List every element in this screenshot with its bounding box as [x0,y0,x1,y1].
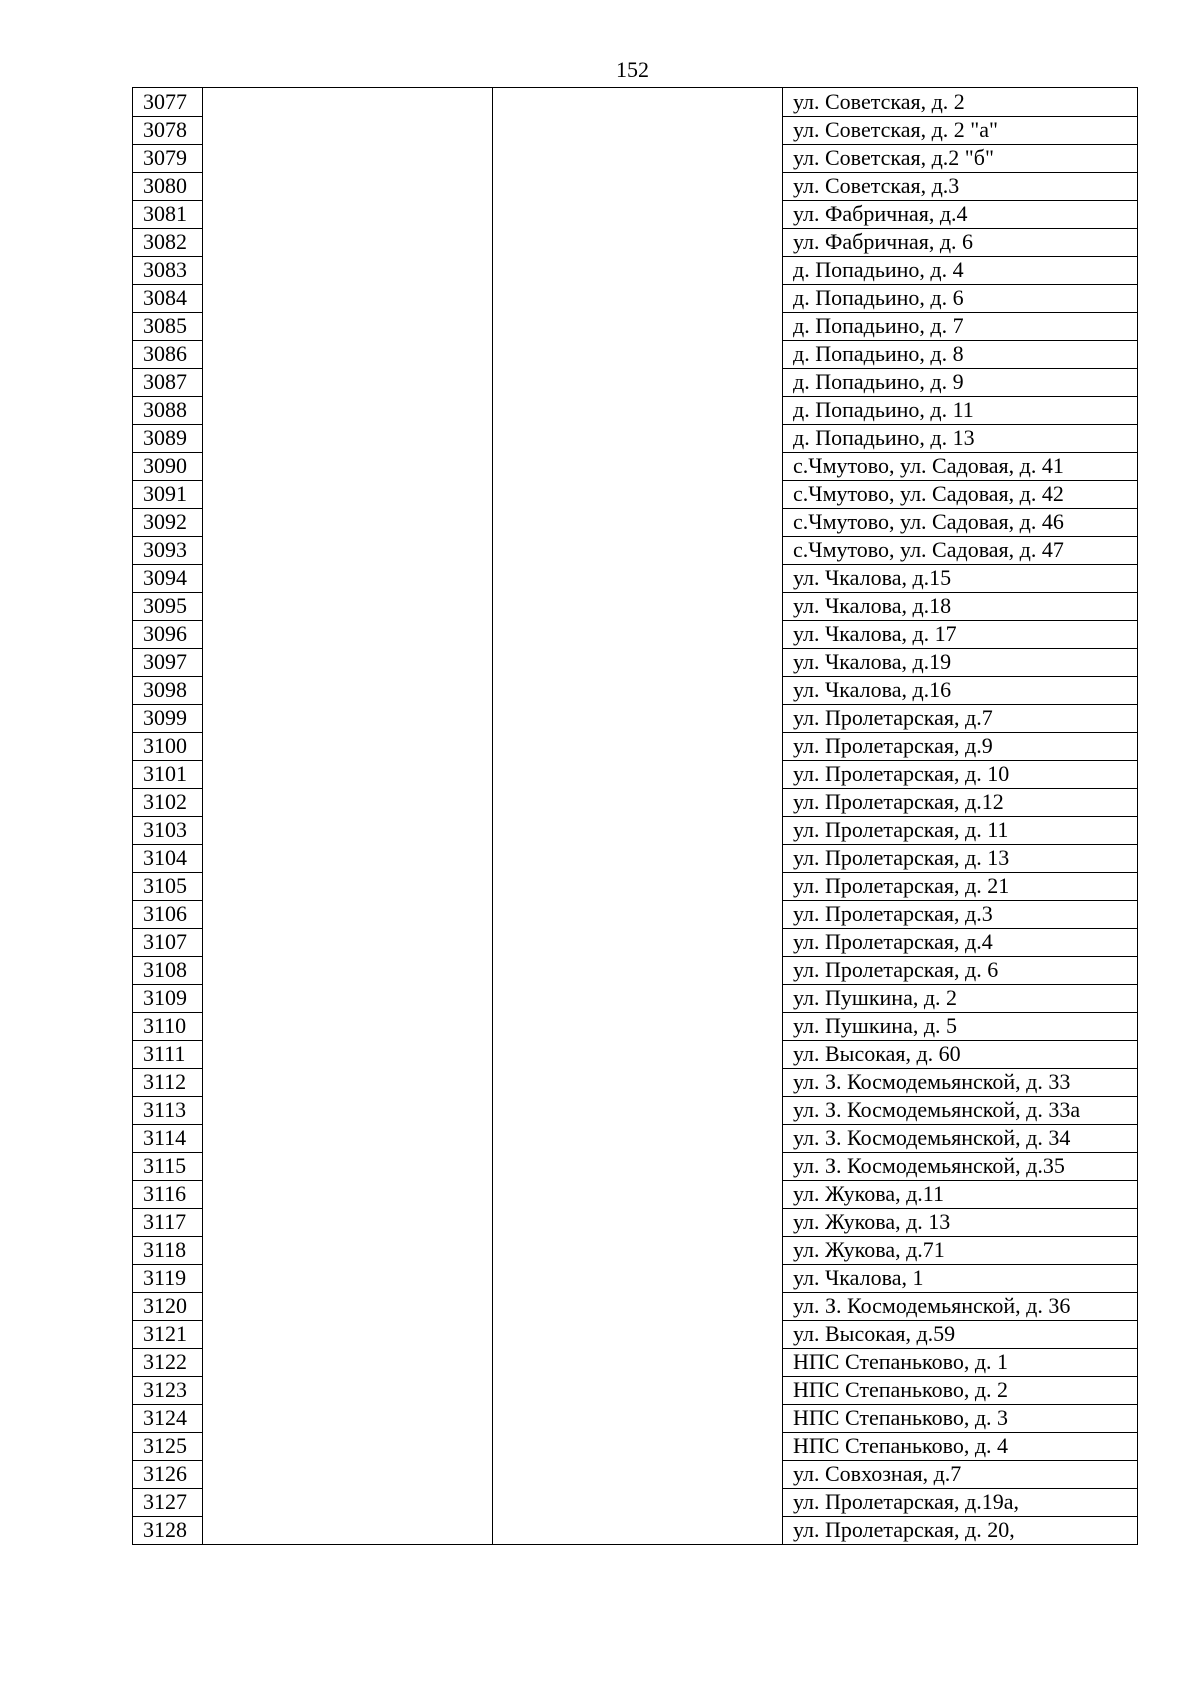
row-number-cell: 3125 [133,1432,203,1460]
empty-cell [203,1068,493,1096]
row-number-cell: 3118 [133,1236,203,1264]
table-row [133,1488,1138,1516]
table-body [133,88,1138,1545]
row-number-cell: 3094 [133,564,203,592]
empty-cell [203,676,493,704]
row-number-cell: 3081 [133,200,203,228]
empty-cell [203,564,493,592]
table-row [133,1432,1138,1460]
address-cell: ул. Чкалова, 1 [783,1264,1138,1292]
empty-cell [203,1376,493,1404]
empty-cell [203,508,493,536]
row-number-cell: 3124 [133,1404,203,1432]
empty-cell [203,144,493,172]
empty-cell [493,256,783,284]
empty-cell [493,1264,783,1292]
row-number-cell: 3099 [133,704,203,732]
empty-cell [203,200,493,228]
empty-cell [203,592,493,620]
row-number-cell: 3122 [133,1348,203,1376]
empty-cell [493,760,783,788]
empty-cell [493,732,783,760]
address-cell: с.Чмутово, ул. Садовая, д. 46 [783,508,1138,536]
empty-cell [493,144,783,172]
table-row [133,284,1138,312]
row-number-cell: 3096 [133,620,203,648]
empty-cell [203,284,493,312]
row-number-cell: 3089 [133,424,203,452]
table-row [133,648,1138,676]
address-cell: ул. З. Космодемьянской, д. 34 [783,1124,1138,1152]
empty-cell [203,816,493,844]
empty-cell [203,116,493,144]
empty-cell [203,620,493,648]
address-cell: ул. Советская, д. 2 [783,88,1138,117]
empty-cell [203,396,493,424]
address-cell: с.Чмутово, ул. Садовая, д. 47 [783,536,1138,564]
address-cell: д. Попадьино, д. 8 [783,340,1138,368]
empty-cell [493,900,783,928]
table-row [133,1460,1138,1488]
row-number-cell: 3092 [133,508,203,536]
table-row [133,1376,1138,1404]
table-row [133,200,1138,228]
empty-cell [493,480,783,508]
row-number-cell: 3104 [133,844,203,872]
row-number-cell: 3093 [133,536,203,564]
table-row [133,1040,1138,1068]
table-row [133,704,1138,732]
empty-cell [493,928,783,956]
empty-cell [493,340,783,368]
empty-cell [203,312,493,340]
empty-cell [493,1180,783,1208]
empty-cell [203,872,493,900]
table-row [133,1124,1138,1152]
empty-cell [493,816,783,844]
address-cell: д. Попадьино, д. 7 [783,312,1138,340]
address-cell: ул. Фабричная, д.4 [783,200,1138,228]
row-number-cell: 3102 [133,788,203,816]
address-cell: ул. Чкалова, д. 17 [783,620,1138,648]
address-cell: ул. Жукова, д. 13 [783,1208,1138,1236]
address-cell: ул. Советская, д. 2 "а" [783,116,1138,144]
row-number-cell: 3095 [133,592,203,620]
address-cell: ул. Советская, д.3 [783,172,1138,200]
address-cell: ул. Пролетарская, д. 20, [783,1516,1138,1545]
table-row [133,508,1138,536]
table-row [133,1152,1138,1180]
empty-cell [203,1264,493,1292]
address-cell: д. Попадьино, д. 9 [783,368,1138,396]
empty-cell [203,1292,493,1320]
empty-cell [203,1152,493,1180]
empty-cell [493,648,783,676]
empty-cell [493,536,783,564]
row-number-cell: 3113 [133,1096,203,1124]
row-number-cell: 3108 [133,956,203,984]
empty-cell [203,984,493,1012]
row-number-cell: 3121 [133,1320,203,1348]
address-cell: ул. Пушкина, д. 5 [783,1012,1138,1040]
address-cell: ул. З. Космодемьянской, д. 33а [783,1096,1138,1124]
empty-cell [493,1096,783,1124]
empty-cell [493,88,783,117]
empty-cell [203,88,493,117]
empty-cell [493,844,783,872]
empty-cell [203,704,493,732]
address-cell: ул. Пролетарская, д.7 [783,704,1138,732]
address-cell: ул. Пролетарская, д. 6 [783,956,1138,984]
table-row [133,1320,1138,1348]
page-number: 152 [616,57,649,82]
row-number-cell: 3110 [133,1012,203,1040]
empty-cell [493,704,783,732]
row-number-cell: 3090 [133,452,203,480]
row-number-cell: 3123 [133,1376,203,1404]
table-row [133,228,1138,256]
empty-cell [203,1040,493,1068]
empty-cell [203,1516,493,1545]
address-table [132,87,1138,1545]
row-number-cell: 3082 [133,228,203,256]
row-number-cell: 3086 [133,340,203,368]
empty-cell [493,1348,783,1376]
table-row [133,1012,1138,1040]
table-row [133,872,1138,900]
empty-cell [203,256,493,284]
row-number-cell: 3109 [133,984,203,1012]
empty-cell [203,956,493,984]
table-row [133,1292,1138,1320]
table-row [133,256,1138,284]
row-number-cell: 3084 [133,284,203,312]
row-number-cell: 3088 [133,396,203,424]
table-row [133,1516,1138,1545]
address-cell: ул. Советская, д.2 "б" [783,144,1138,172]
empty-cell [493,1432,783,1460]
empty-cell [203,368,493,396]
row-number-cell: 3126 [133,1460,203,1488]
table-row [133,1068,1138,1096]
empty-cell [203,1348,493,1376]
row-number-cell: 3128 [133,1516,203,1545]
empty-cell [203,480,493,508]
address-cell: НПС Степаньково, д. 3 [783,1404,1138,1432]
row-number-cell: 3083 [133,256,203,284]
row-number-cell: 3091 [133,480,203,508]
row-number-cell: 3085 [133,312,203,340]
address-cell: ул. Пролетарская, д.3 [783,900,1138,928]
empty-cell [493,1152,783,1180]
empty-cell [203,928,493,956]
table-row [133,144,1138,172]
table-row [133,116,1138,144]
address-cell: ул. Пушкина, д. 2 [783,984,1138,1012]
row-number-cell: 3115 [133,1152,203,1180]
address-cell: ул. Совхозная, д.7 [783,1460,1138,1488]
table-row [133,1264,1138,1292]
empty-cell [203,1012,493,1040]
table-row [133,312,1138,340]
address-cell: ул. Пролетарская, д.4 [783,928,1138,956]
row-number-cell: 3077 [133,88,203,117]
table-row [133,1348,1138,1376]
empty-cell [203,760,493,788]
empty-cell [493,1236,783,1264]
row-number-cell: 3105 [133,872,203,900]
address-cell: ул. Жукова, д.11 [783,1180,1138,1208]
empty-cell [203,424,493,452]
table-row [133,592,1138,620]
row-number-cell: 3112 [133,1068,203,1096]
empty-cell [493,312,783,340]
table-row [133,368,1138,396]
empty-cell [203,732,493,760]
table-row [133,620,1138,648]
address-cell: ул. Пролетарская, д. 11 [783,816,1138,844]
table-row [133,1180,1138,1208]
address-cell: ул. Фабричная, д. 6 [783,228,1138,256]
empty-cell [203,340,493,368]
row-number-cell: 3117 [133,1208,203,1236]
empty-cell [493,116,783,144]
row-number-cell: 3097 [133,648,203,676]
address-cell: НПС Степаньково, д. 4 [783,1432,1138,1460]
row-number-cell: 3107 [133,928,203,956]
address-cell: ул. Чкалова, д.16 [783,676,1138,704]
empty-cell [203,844,493,872]
row-number-cell: 3098 [133,676,203,704]
address-cell: с.Чмутово, ул. Садовая, д. 42 [783,480,1138,508]
row-number-cell: 3079 [133,144,203,172]
table-row [133,564,1138,592]
empty-cell [493,228,783,256]
address-cell: ул. Пролетарская, д. 13 [783,844,1138,872]
empty-cell [493,956,783,984]
empty-cell [203,228,493,256]
empty-cell [493,564,783,592]
table-row [133,788,1138,816]
address-cell: ул. З. Космодемьянской, д. 36 [783,1292,1138,1320]
table-row [133,396,1138,424]
empty-cell [203,452,493,480]
address-cell: ул. Чкалова, д.18 [783,592,1138,620]
empty-cell [493,172,783,200]
table-row [133,88,1138,117]
empty-cell [493,1124,783,1152]
empty-cell [203,1404,493,1432]
address-cell: ул. Пролетарская, д.9 [783,732,1138,760]
table-row [133,340,1138,368]
empty-cell [493,1292,783,1320]
empty-cell [203,1488,493,1516]
empty-cell [493,1376,783,1404]
empty-cell [493,1404,783,1432]
table-row [133,424,1138,452]
table-row [133,816,1138,844]
empty-cell [493,984,783,1012]
address-cell: НПС Степаньково, д. 2 [783,1376,1138,1404]
empty-cell [203,900,493,928]
empty-cell [493,620,783,648]
empty-cell [203,1096,493,1124]
empty-cell [203,1460,493,1488]
empty-cell [203,788,493,816]
empty-cell [203,1432,493,1460]
row-number-cell: 3080 [133,172,203,200]
table-row [133,956,1138,984]
row-number-cell: 3101 [133,760,203,788]
empty-cell [493,424,783,452]
table-row [133,1096,1138,1124]
empty-cell [203,536,493,564]
empty-cell [493,1320,783,1348]
empty-cell [203,1320,493,1348]
table-row [133,676,1138,704]
table-row [133,760,1138,788]
empty-cell [493,396,783,424]
empty-cell [493,1040,783,1068]
empty-cell [493,1208,783,1236]
row-number-cell: 3087 [133,368,203,396]
address-cell: ул. Пролетарская, д. 21 [783,872,1138,900]
address-cell: с.Чмутово, ул. Садовая, д. 41 [783,452,1138,480]
table-row [133,1236,1138,1264]
table-row [133,732,1138,760]
address-cell: ул. Пролетарская, д.19а, [783,1488,1138,1516]
address-cell: ул. Высокая, д.59 [783,1320,1138,1348]
empty-cell [493,508,783,536]
empty-cell [203,1208,493,1236]
row-number-cell: 3111 [133,1040,203,1068]
empty-cell [203,1236,493,1264]
empty-cell [493,452,783,480]
address-cell: ул. Пролетарская, д. 10 [783,760,1138,788]
table-row [133,1404,1138,1432]
table-row [133,172,1138,200]
address-cell: ул. З. Космодемьянской, д.35 [783,1152,1138,1180]
row-number-cell: 3127 [133,1488,203,1516]
row-number-cell: 3114 [133,1124,203,1152]
empty-cell [203,172,493,200]
empty-cell [493,872,783,900]
address-cell: д. Попадьино, д. 11 [783,396,1138,424]
address-cell: ул. Чкалова, д.15 [783,564,1138,592]
empty-cell [493,1516,783,1545]
table-row [133,984,1138,1012]
row-number-cell: 3103 [133,816,203,844]
empty-cell [203,1124,493,1152]
table-row [133,1208,1138,1236]
table-row [133,480,1138,508]
row-number-cell: 3078 [133,116,203,144]
empty-cell [493,592,783,620]
empty-cell [493,1012,783,1040]
empty-cell [203,1180,493,1208]
row-number-cell: 3100 [133,732,203,760]
empty-cell [493,676,783,704]
row-number-cell: 3116 [133,1180,203,1208]
empty-cell [493,1068,783,1096]
address-cell: ул. З. Космодемьянской, д. 33 [783,1068,1138,1096]
address-cell: д. Попадьино, д. 4 [783,256,1138,284]
empty-cell [493,788,783,816]
table-row [133,900,1138,928]
empty-cell [493,368,783,396]
empty-cell [493,1488,783,1516]
empty-cell [493,200,783,228]
table-row [133,536,1138,564]
row-number-cell: 3120 [133,1292,203,1320]
address-cell: д. Попадьино, д. 13 [783,424,1138,452]
empty-cell [203,648,493,676]
table-row [133,844,1138,872]
empty-cell [493,284,783,312]
address-cell: НПС Степаньково, д. 1 [783,1348,1138,1376]
address-cell: ул. Чкалова, д.19 [783,648,1138,676]
table-row [133,928,1138,956]
empty-cell [493,1460,783,1488]
table-row [133,452,1138,480]
address-cell: ул. Пролетарская, д.12 [783,788,1138,816]
address-cell: ул. Жукова, д.71 [783,1236,1138,1264]
row-number-cell: 3106 [133,900,203,928]
address-cell: д. Попадьино, д. 6 [783,284,1138,312]
row-number-cell: 3119 [133,1264,203,1292]
address-cell: ул. Высокая, д. 60 [783,1040,1138,1068]
